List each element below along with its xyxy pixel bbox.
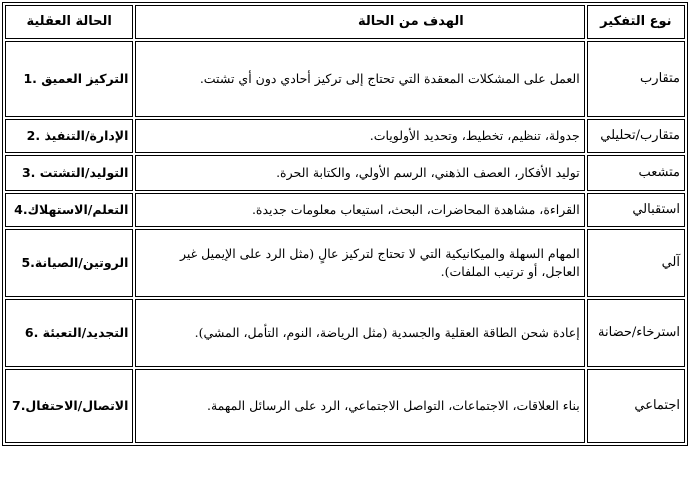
header-thinking-type: نوع التفكير bbox=[587, 5, 685, 39]
mental-states-table bbox=[2, 2, 688, 446]
cell-thinking-type: استرخاء/حضانة bbox=[587, 299, 685, 367]
table-row bbox=[5, 41, 685, 117]
cell-thinking-type: متشعب bbox=[587, 155, 685, 191]
cell-thinking-type: استقبالي bbox=[587, 193, 685, 227]
header-mental-state: الحالة العقلية bbox=[5, 5, 133, 39]
cell-thinking-type: اجتماعي bbox=[587, 369, 685, 443]
table-row bbox=[5, 119, 685, 153]
cell-mental-state: الاتصال/الاحتفال.7 bbox=[5, 369, 133, 443]
cell-goal: جدولة، تنظيم، تخطيط، وتحديد الأولويات. bbox=[135, 119, 584, 153]
cell-mental-state: الروتين/الصيانة.5 bbox=[5, 229, 133, 297]
cell-mental-state: التعلم/الاستهلاك.4 bbox=[5, 193, 133, 227]
table-header-row bbox=[5, 5, 685, 39]
cell-mental-state: التجديد/التعبئة .6 bbox=[5, 299, 133, 367]
cell-mental-state: التوليد/التشتت .3 bbox=[5, 155, 133, 191]
cell-goal: إعادة شحن الطاقة العقلية والجسدية (مثل الرياضة، النوم، التأمل، المشي). bbox=[135, 299, 584, 367]
table-row bbox=[5, 299, 685, 367]
cell-goal: العمل على المشكلات المعقدة التي تحتاج إلى تركيز أحادي دون أي تشتت. bbox=[135, 41, 584, 117]
cell-thinking-type: متقارب/تحليلي bbox=[587, 119, 685, 153]
cell-thinking-type: متقارب bbox=[587, 41, 685, 117]
table-row bbox=[5, 193, 685, 227]
cell-thinking-type: آلي bbox=[587, 229, 685, 297]
table-row bbox=[5, 369, 685, 443]
cell-goal: توليد الأفكار، العصف الذهني، الرسم الأولي، والكتابة الحرة. bbox=[135, 155, 584, 191]
cell-mental-state: التركيز العميق .1 bbox=[5, 41, 133, 117]
table-row bbox=[5, 155, 685, 191]
cell-goal: القراءة، مشاهدة المحاضرات، البحث، استيعاب معلومات جديدة. bbox=[135, 193, 584, 227]
cell-mental-state: الإدارة/التنفيذ .2 bbox=[5, 119, 133, 153]
table-row bbox=[5, 229, 685, 297]
cell-goal: بناء العلاقات، الاجتماعات، التواصل الاجتماعي، الرد على الرسائل المهمة. bbox=[135, 369, 584, 443]
cell-goal: المهام السهلة والميكانيكية التي لا تحتاج لتركيز عالٍ (مثل الرد على الإيميل غير العاجل، أو ترتيب الملفات). bbox=[135, 229, 584, 297]
header-goal: الهدف من الحالة bbox=[135, 5, 584, 39]
